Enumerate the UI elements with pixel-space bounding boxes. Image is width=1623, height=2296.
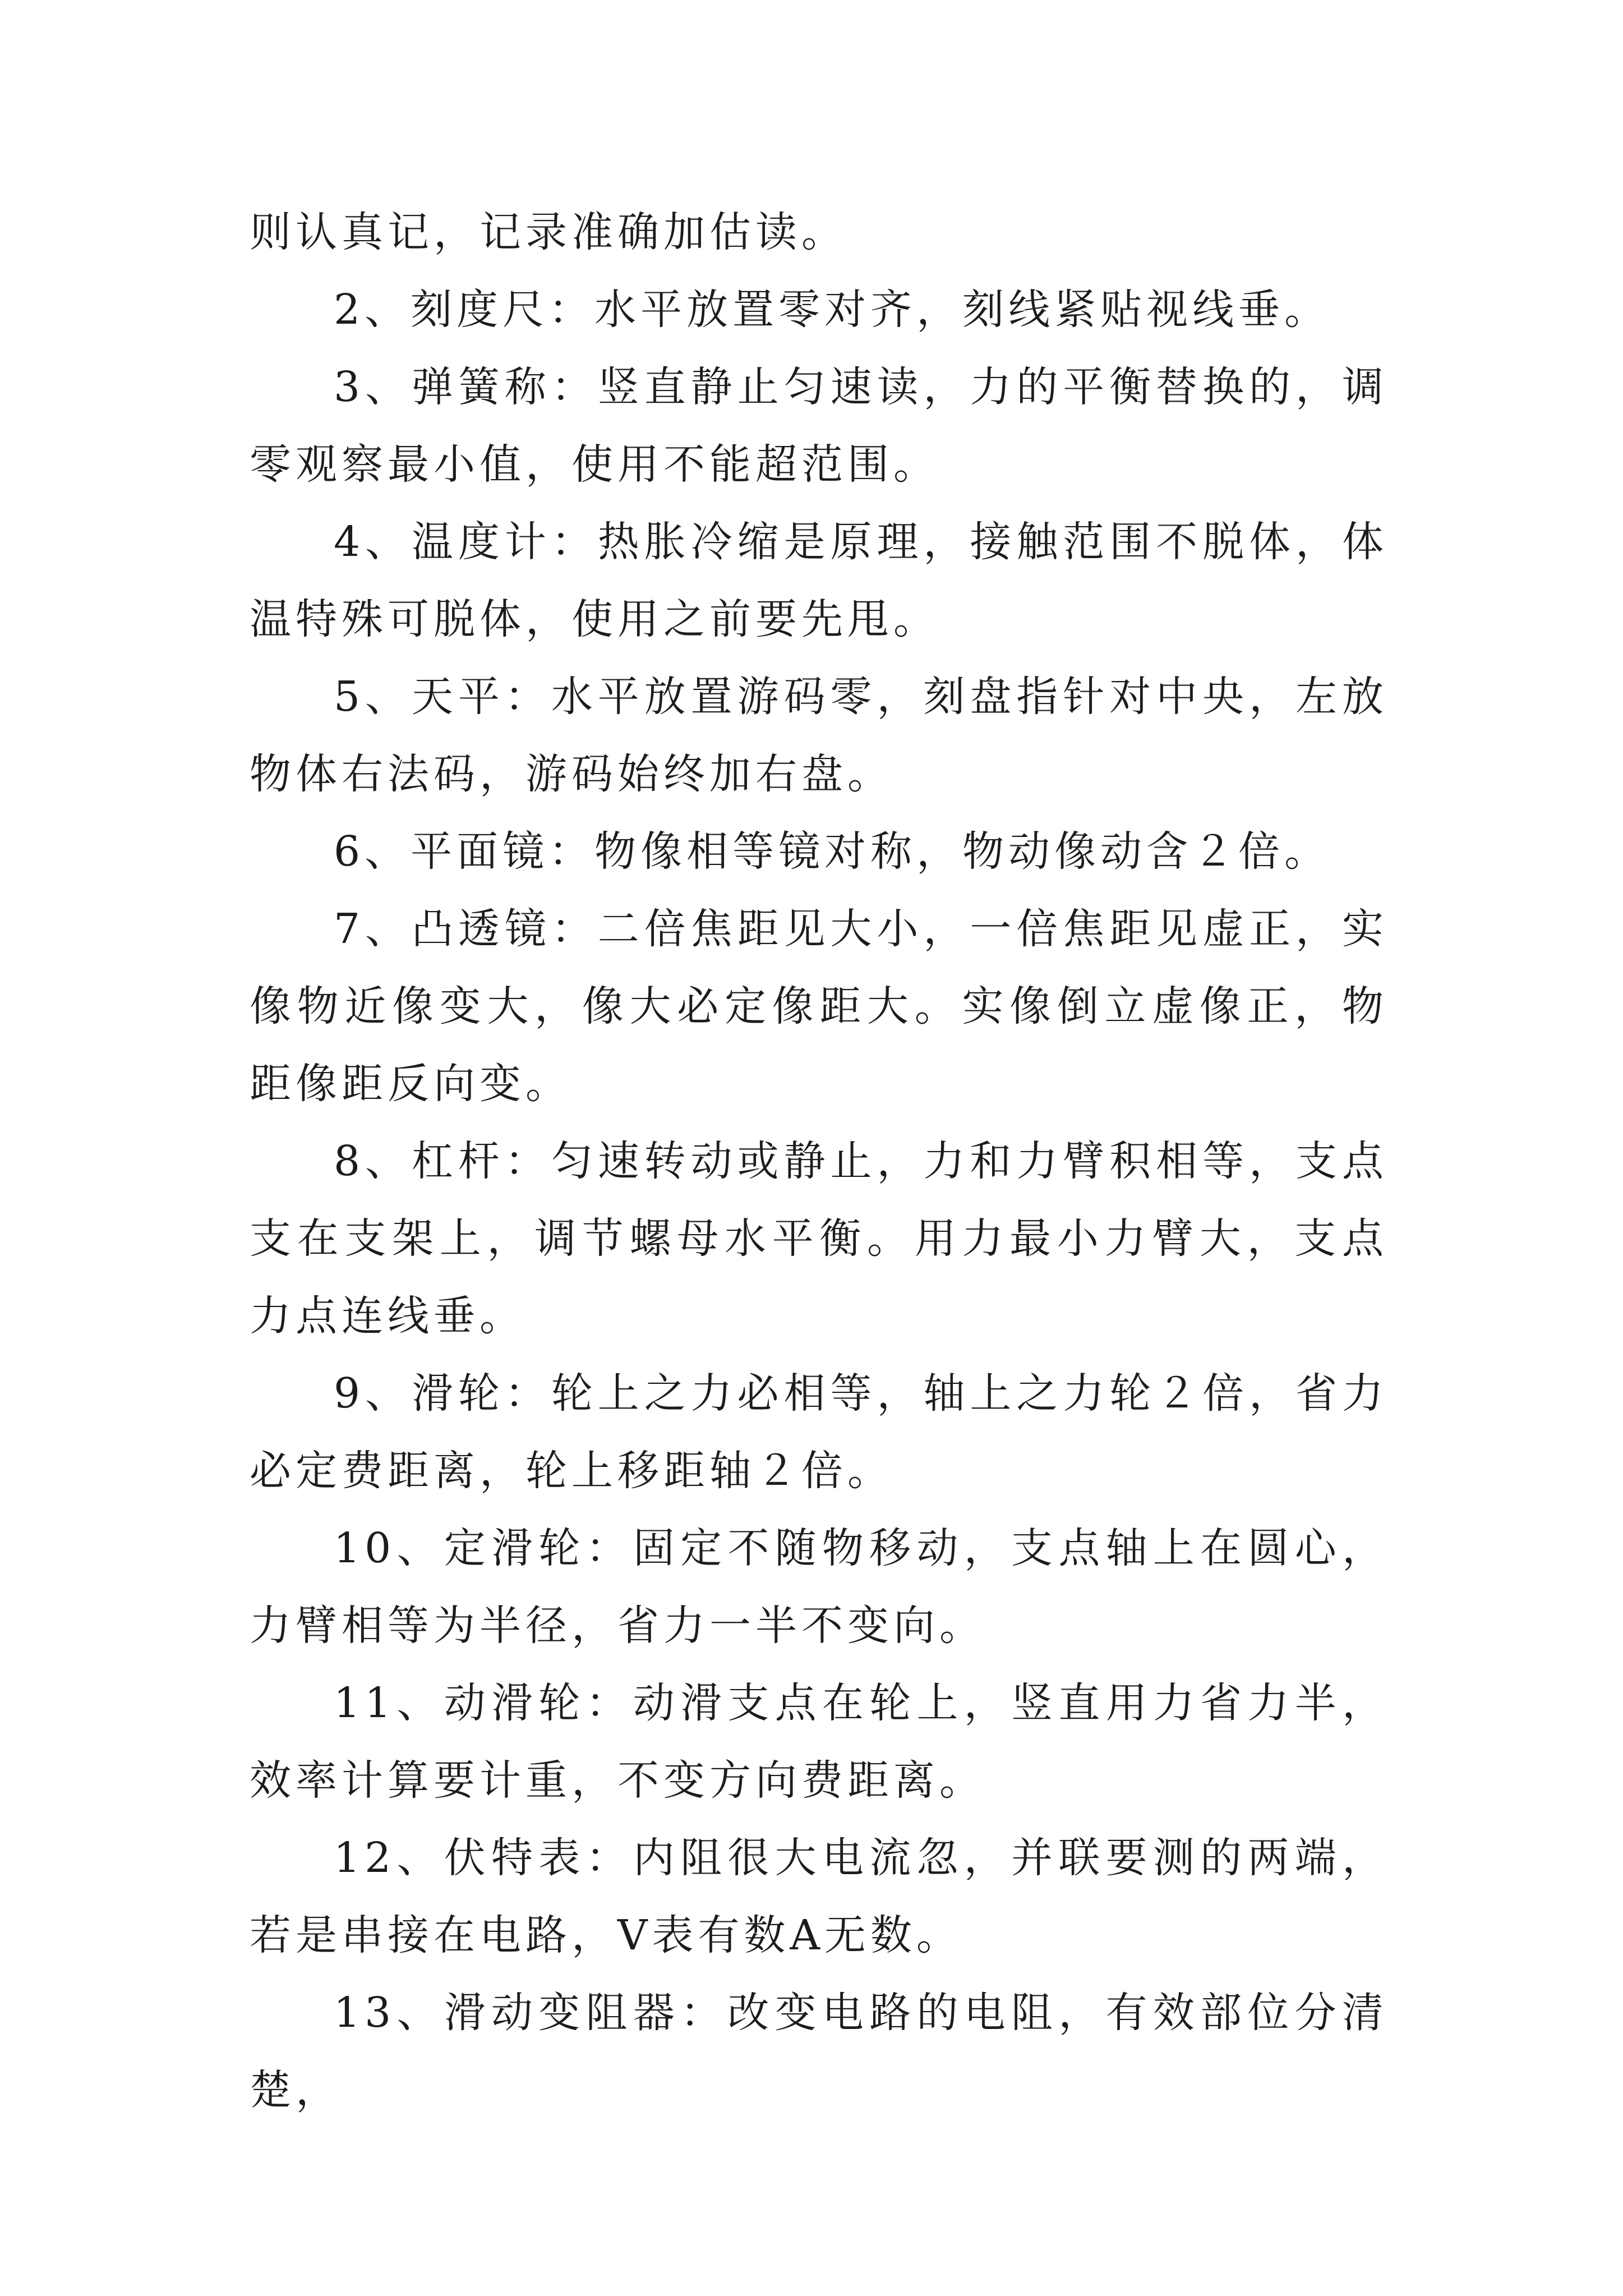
paragraph-lever: 8、杠杆：匀速转动或静止，力和力臂积相等，支点支在支架上，调节螺母水平衡。用力最小力臂大，支点力点连线垂。 <box>250 1137 1388 1340</box>
paragraph-fixed-pulley: 10、定滑轮：固定不随物移动，支点轴上在圆心，力臂相等为半径，省力一半不变向。 <box>250 1524 1388 1650</box>
paragraph-rheostat: 13、滑动变阻器：改变电路的电阻，有效部位分清楚， <box>250 1989 1388 2114</box>
paragraph-convex-lens: 7、凸透镜：二倍焦距见大小，一倍焦距见虚正，实像物近像变大，像大必定像距大。实像倒立虚像正，物距像距反向变。 <box>250 905 1388 1108</box>
document-body <box>250 194 1388 2129</box>
paragraph-voltmeter: 12、伏特表：内阻很大电流忽，并联要测的两端，若是串接在电路，V表有数A无数。 <box>250 1834 1388 1959</box>
paragraph-ruler: 2、刻度尺：水平放置零对齐，刻线紧贴视线垂。 <box>334 286 1331 334</box>
paragraph-continuation: 则认真记，记录准确加估读。 <box>250 208 847 256</box>
paragraph-spring-scale: 3、弹簧称：竖直静止匀速读，力的平衡替换的，调零观察最小值，使用不能超范围。 <box>250 363 1388 489</box>
paragraph-thermometer: 4、温度计：热胀冷缩是原理，接触范围不脱体，体温特殊可脱体，使用之前要先甩。 <box>250 518 1388 643</box>
paragraph-pulley: 9、滑轮：轮上之力必相等，轴上之力轮２倍，省力必定费距离，轮上移距轴２倍。 <box>250 1369 1388 1495</box>
paragraph-movable-pulley: 11、动滑轮：动滑支点在轮上，竖直用力省力半，效率计算要计重，不变方向费距离。 <box>250 1679 1388 1805</box>
paragraph-plane-mirror: 6、平面镜：物像相等镜对称，物动像动含２倍。 <box>334 827 1331 876</box>
paragraph-balance: 5、天平：水平放置游码零，刻盘指针对中央，左放物体右法码，游码始终加右盘。 <box>250 673 1388 798</box>
